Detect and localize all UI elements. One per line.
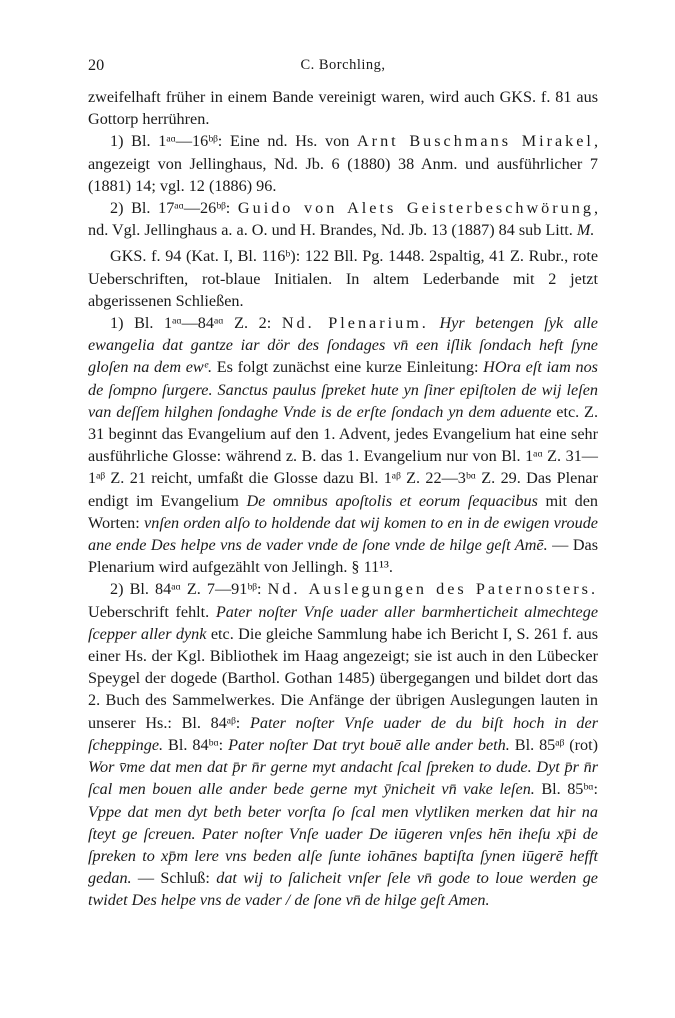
- paragraph-gks-94: GKS. f. 94 (Kat. I, Bl. 116ᵇ): 122 Bll. Pg. 1448. 2spaltig, 41 Z. Rubr., rote Ueberschriften, rot-blaue Initialen. In altem Lederbande mit 2 jetzt abgerissenen Schließen.: [88, 247, 598, 310]
- page: [88, 54, 598, 912]
- paragraph-buschman: 1) Bl. 1ᵃᵅ—16ᵇᵝ: Eine nd. Hs. von Arnt Buschmans Mirakel, angezeigt von Jellinghaus, Nd. Jb. 6 (1880) 38 Anm. und ausführlicher 7 (1881) 14; vgl. 12 (1886) 96.: [88, 132, 598, 195]
- page-header: [88, 54, 598, 80]
- running-title: C. Borchling,: [300, 57, 386, 73]
- paragraph-paternoster: 2) Bl. 84ᵃᵅ Z. 7—91ᵇᵝ: Nd. Auslegungen des Paternosters. Ueberschrift fehlt. Pater noſter Vnſe uader aller barmherticheit almechtege ſcepper aller dynk etc. Die gleiche Sammlung habe ich Bericht I, S. 261 f. aus einer Hs. der Kgl. Bibliothek im Haag angezeigt; sie ist auch in den Lübecker Speygel der dogede (Barthol. Gothan 1485) übergegangen und bildet dort das 2. Buch des Sammelwerkes. Die Anfänge der übrigen Auslegungen lauten in unserer Hs.: Bl. 84ᵃᵝ: Pater noſter Vnſe uader de du biſt hoch in der ſcheppinge. Bl. 84ᵇᵅ: Pater noſter Dat tryt bouē alle ander beth. Bl. 85ᵃᵝ (rot) Wor v̄me dat men dat p̄r n̄r gerne myt andacht ſcal ſpreken to dude. Dyt p̄r n̄r ſcal men bouen alle ander bede gerne myt ȳnicheit vn̄ vake leſen. Bl. 85ᵇᵅ: Vppe dat men dyt beth beter vorſta ſo ſcal men vlytliken merken dat hir na ſteyt ge ſcreuen. Pater noſter Vnſe uader De iūgeren vnſes hēn iheſu xp̄i de ſpreken to xp̄m lere vns beden alſe ſunte iohānes baptiſta ſynen iūgerē hefft gedan. — Schluß: dat wij to ſalicheit vnſer ſele vn̄ gode to loue werden ge twidet Des helpe vns de vader / de ſone vn̄ de hilge geſt Amen.: [88, 580, 599, 910]
- paragraph-plenarium: 1) Bl. 1ᵃᵅ—84ᵃᵅ Z. 2: Nd. Plenarium. Hyr betengen ſyk alle ewangelia dat gantze iar dör des ſondages vn̄ een iſlik ſondach heft ſyne gloſen na dem ewᵉ. Es folgt zunächst eine kurze Einleitung: HOra eſt iam nos de ſompno ſurgere. Sanctus paulus ſpreket hute yn ſiner epiſtolen de wij leſen van deſſem hilghen ſondaghe Vnde is de erſte ſondach yn dem aduente etc. Z. 31 beginnt das Evangelium auf den 1. Advent, jedes Evangelium hat eine sehr ausführliche Glosse: während z. B. das 1. Evangelium nur von Bl. 1ᵃᵅ Z. 31—1ᵃᵝ Z. 21 reicht, umfaßt die Glosse dazu Bl. 1ᵃᵝ Z. 22—3ᵇᵅ Z. 29. Das Plenar endigt im Evangelium De omnibus apoſtolis et eorum ſequacibus mit den Worten: vnſen orden alſo to holdende dat wij komen to en in de ewigen vroude ane ende Des helpe vns de vader vnde de ſone vnde de hilge geſt Amē. — Das Plenarium wird aufgezählt von Jellingh. § 11¹³.: [88, 314, 598, 577]
- page-number: 20: [88, 56, 105, 74]
- body-text: [88, 86, 598, 912]
- paragraph-intro: zweifelhaft früher in einem Bande vereinigt waren, wird auch GKS. f. 81 aus Gottorp herrühren.: [88, 88, 598, 129]
- paragraph-guido: 2) Bl. 17ᵃᵅ—26ᵇᵝ: Guido von Alets Geisterbeschwörung, nd. Vgl. Jellinghaus a. a. O. und H. Brandes, Nd. Jb. 13 (1887) 84 sub Litt. M.: [88, 199, 598, 240]
